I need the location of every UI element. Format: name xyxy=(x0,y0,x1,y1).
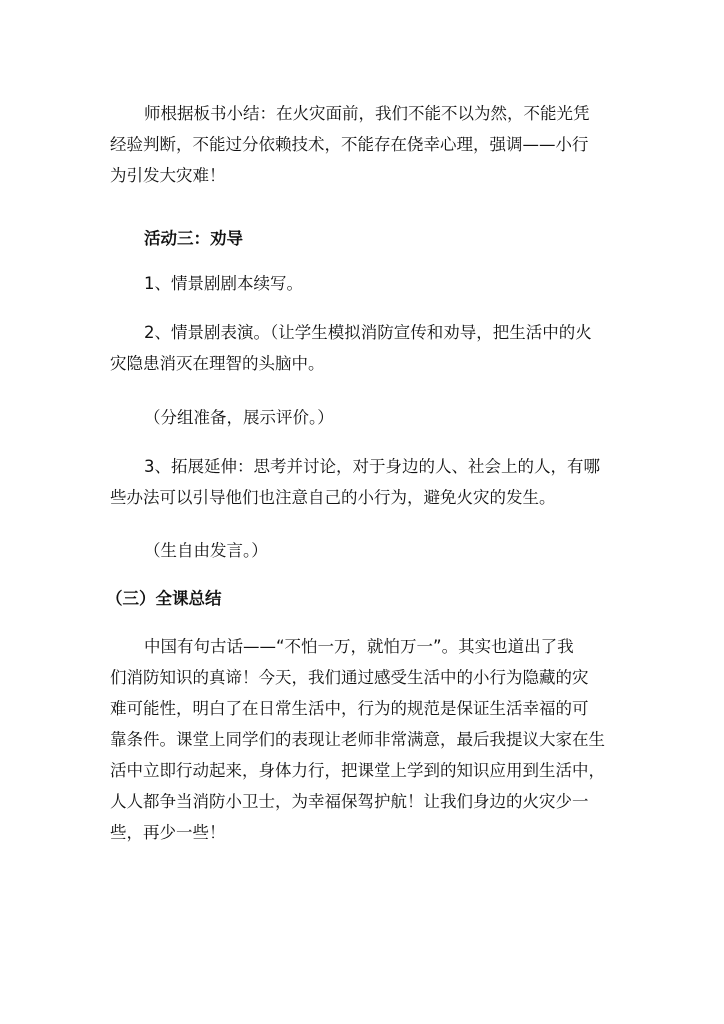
conclusion-line-5: 活中立即行动起来，身体力行，把课堂上学到的知识应用到生活中， xyxy=(110,761,605,780)
conclusion-line-2: 们消防知识的真谛！今天，我们通过感受生活中的小行为隐藏的灾 xyxy=(110,668,589,687)
list-item-3-line-1: 3、拓展延伸：思考并讨论，对于身边的人、社会上的人，有哪 xyxy=(144,457,600,476)
list-item-2 xyxy=(0,317,724,379)
summary-line-3: 为引发大灾难！ xyxy=(110,166,226,185)
conclusion-paragraph xyxy=(0,631,724,848)
summary-line-2: 经验判断，不能过分依赖技术，不能存在侥幸心理，强调——小行 xyxy=(110,135,589,154)
conclusion-line-7: 些，再少一些！ xyxy=(110,823,226,842)
conclusion-line-3: 难可能性，明白了在日常生活中，行为的规范是保证生活幸福的可 xyxy=(110,699,589,718)
summary-line-1: 师根据板书小结：在火灾面前，我们不能不以为然，不能光凭 xyxy=(144,104,590,123)
list-item-3 xyxy=(0,451,724,513)
list-item-2-line-1: 2、情景剧表演。（让学生模拟消防宣传和劝导，把生活中的火 xyxy=(144,323,592,342)
list-item-3-note: （生自由发言。） xyxy=(144,541,268,560)
activity3-heading: 活动三：劝导 xyxy=(144,229,243,248)
conclusion-line-6: 人人都争当消防小卫士，为幸福保驾护航！让我们身边的火灾少一 xyxy=(110,792,589,811)
conclusion-line-1: 中国有句古话——“不怕一万，就怕万一”。其实也道出了我 xyxy=(144,637,574,656)
list-item-1: 1、情景剧剧本续写。 xyxy=(144,274,303,293)
list-item-3-line-2: 些办法可以引导他们也注意自己的小行为，避免火灾的发生。 xyxy=(110,488,556,507)
list-item-2-line-2: 灾隐患消灭在理智的头脑中。 xyxy=(110,354,325,373)
conclusion-line-4: 靠条件。课堂上同学们的表现让老师非常满意，最后我提议大家在生 xyxy=(110,730,605,749)
list-item-2-note: （分组准备，展示评价。） xyxy=(144,408,334,427)
summary-paragraph xyxy=(0,98,724,191)
section3-heading: （三）全课总结 xyxy=(106,589,222,608)
